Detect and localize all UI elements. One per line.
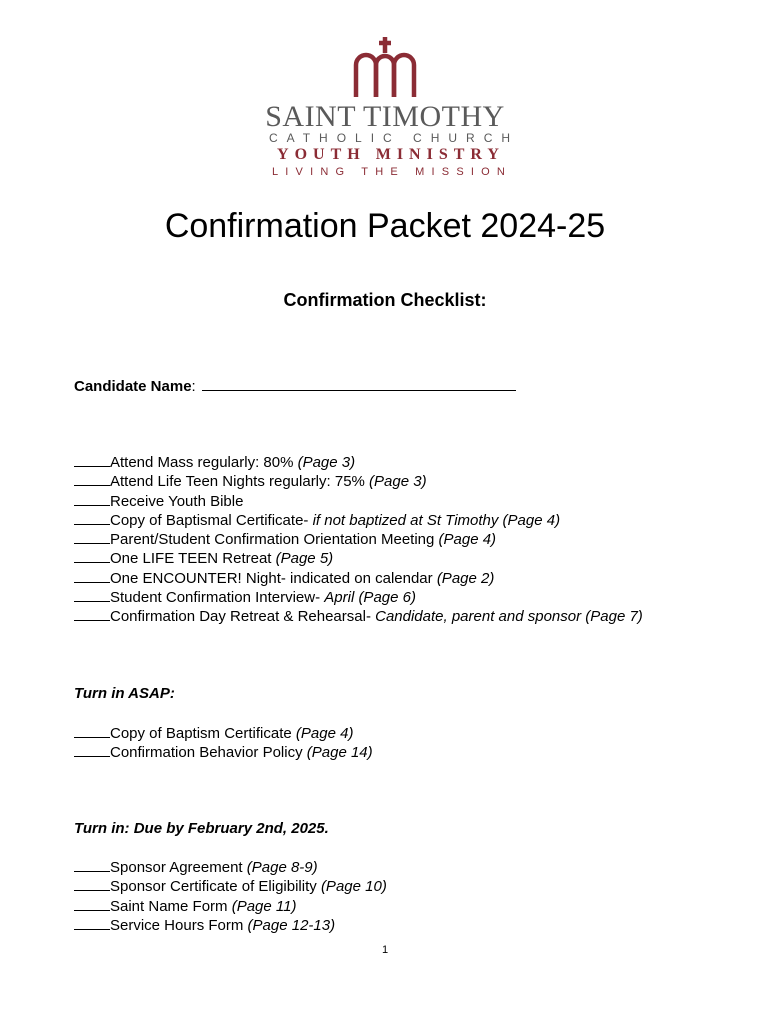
check-blank[interactable] — [74, 724, 110, 738]
candidate-name-field[interactable] — [202, 376, 516, 391]
check-blank[interactable] — [74, 877, 110, 891]
checklist-item: One LIFE TEEN Retreat (Page 5) — [74, 549, 643, 568]
checklist-item: Receive Youth Bible — [74, 492, 643, 511]
check-blank[interactable] — [74, 511, 110, 525]
check-blank[interactable] — [74, 569, 110, 583]
checklist-item: Confirmation Day Retreat & Rehearsal- Candidate, parent and sponsor (Page 7) — [74, 607, 643, 626]
check-blank[interactable] — [74, 897, 110, 911]
february-item: Service Hours Form (Page 12-13) — [74, 916, 387, 935]
checklist-heading: Confirmation Checklist: — [283, 290, 487, 310]
february-item: Sponsor Certificate of Eligibility (Page 10) — [74, 877, 387, 896]
check-blank[interactable] — [74, 530, 110, 544]
logo-tagline: LIVING THE MISSION — [271, 166, 513, 178]
check-blank[interactable] — [74, 472, 110, 486]
candidate-name-row: Candidate Name: — [74, 376, 516, 395]
check-blank[interactable] — [74, 453, 110, 467]
checklist-item: Attend Life Teen Nights regularly: 75% (Page 3) — [74, 472, 643, 491]
logo-subtitle: CATHOLIC CHURCH — [268, 131, 520, 145]
page-number: 1 — [381, 944, 389, 956]
asap-item: Confirmation Behavior Policy (Page 14) — [74, 743, 373, 762]
check-blank[interactable] — [74, 588, 110, 602]
check-blank[interactable] — [74, 607, 110, 621]
asap-list — [74, 724, 373, 763]
checklist-item: Copy of Baptismal Certificate- if not baptized at St Timothy (Page 4) — [74, 511, 643, 530]
checklist-item: Student Confirmation Interview- April (Page 6) — [74, 588, 643, 607]
february-item: Sponsor Agreement (Page 8-9) — [74, 858, 387, 877]
check-blank[interactable] — [74, 492, 110, 506]
church-logo — [0, 0, 770, 190]
check-blank[interactable] — [74, 858, 110, 872]
logo-ministry: YOUTH MINISTRY — [277, 146, 505, 163]
check-blank[interactable] — [74, 743, 110, 757]
logo-church-name: SAINT TIMOTHY — [265, 100, 505, 133]
check-blank[interactable] — [74, 916, 110, 930]
asap-heading: Turn in ASAP: — [74, 685, 175, 702]
church-arches-cross-icon — [346, 35, 424, 97]
page-title: Confirmation Packet 2024-25 — [164, 207, 606, 245]
february-heading: Turn in: Due by February 2nd, 2025. — [74, 820, 329, 837]
checklist-item: One ENCOUNTER! Night- indicated on calendar (Page 2) — [74, 569, 643, 588]
check-blank[interactable] — [74, 549, 110, 563]
checklist-item: Attend Mass regularly: 80% (Page 3) — [74, 453, 643, 472]
confirmation-checklist — [74, 453, 643, 627]
candidate-name-label: Candidate Name — [74, 378, 192, 395]
february-item: Saint Name Form (Page 11) — [74, 897, 387, 916]
asap-item: Copy of Baptism Certificate (Page 4) — [74, 724, 373, 743]
february-list — [74, 858, 387, 935]
checklist-item: Parent/Student Confirmation Orientation Meeting (Page 4) — [74, 530, 643, 549]
